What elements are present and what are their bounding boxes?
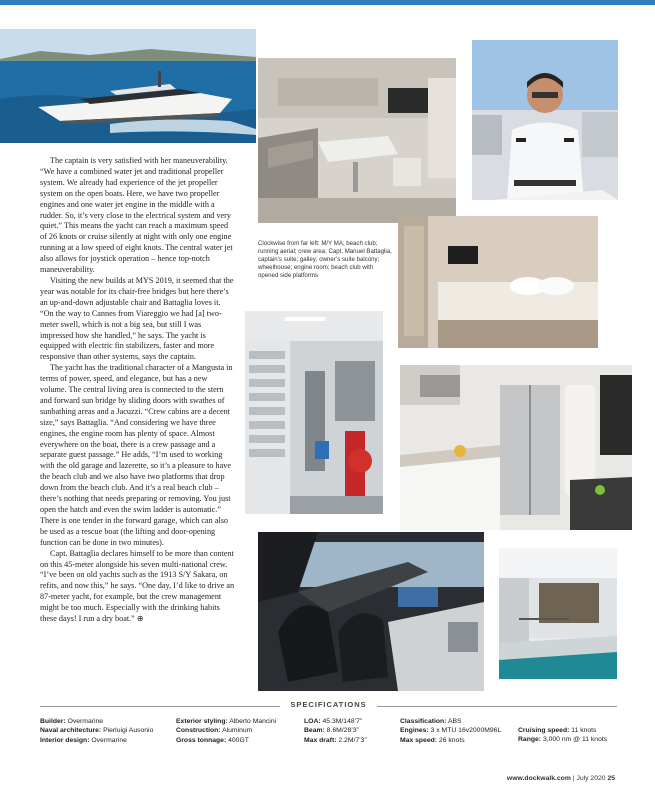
- spec-label: Beam:: [304, 727, 325, 735]
- spec-label: Exterior styling:: [176, 718, 228, 725]
- spec-column: [176, 717, 276, 745]
- spec-value: 45.3M/148’7”: [322, 718, 363, 725]
- spec-row: [400, 717, 501, 726]
- spec-row: [176, 736, 276, 745]
- engine-room-photo: [245, 311, 383, 514]
- specifications-title: SPECIFICATIONS: [290, 700, 367, 709]
- spec-value: 11 knots: [571, 727, 597, 734]
- spec-row: [304, 717, 367, 726]
- divider-right: [377, 706, 617, 707]
- wheelhouse-photo: [258, 532, 484, 691]
- spec-value: 3 x MTU 16v2000M96L: [430, 727, 502, 735]
- spec-column: [40, 717, 153, 745]
- crew-area-photo: [258, 58, 456, 223]
- spec-label: Naval architecture:: [40, 727, 102, 735]
- spec-value: 8.6M/28’3”: [326, 727, 359, 735]
- page-footer: www.dockwalk.com | July 2020 25: [506, 775, 615, 782]
- top-accent-bar: [0, 0, 655, 5]
- spec-value: Overmarine: [67, 718, 104, 725]
- spec-value: Pierluigi Ausonio: [103, 727, 154, 735]
- beach-club-platform-photo: [499, 548, 617, 679]
- spec-value: 400GT: [228, 736, 249, 744]
- spec-value: 26 knots: [438, 736, 465, 744]
- footer-issue: July 2020: [576, 775, 606, 782]
- spec-label: LOA:: [304, 718, 321, 725]
- spec-label: Range:: [518, 736, 542, 744]
- spec-column: [400, 717, 501, 745]
- yacht-exterior-photo: [0, 29, 256, 143]
- spec-row: [40, 717, 153, 726]
- galley-photo: [400, 365, 632, 530]
- captain-portrait-photo: [472, 40, 618, 200]
- spec-column: [304, 717, 367, 745]
- spec-row: [304, 726, 367, 735]
- page-number: 25: [607, 775, 615, 782]
- spec-value: 3,000 nm @ 11 knots: [542, 736, 608, 744]
- spec-label: Construction:: [176, 727, 221, 735]
- spec-value: Alberto Mancini: [229, 718, 277, 725]
- spec-value: ABS: [447, 718, 462, 725]
- spec-row: [304, 736, 367, 745]
- spec-row: [40, 726, 153, 735]
- specifications-header: [40, 700, 617, 712]
- article-paragraph: The yacht has the traditional character of a Mangusta in terms of power, speed, and elegance, but has a new volume. The central living area is connected to the stern and forward sun bridge by sliding doors with swathes of sunbathing areas and a Jacuzzi. “Crew cabins are a decent size,” says Battaglia. “And considering we have three engines, the engine room has plenty of space. Almost everywhere on the boat, there is a crew passage and a separate guest passage.” He adds, “I’m used to working with the old garage and lazerette, so it’s a pleasure to have the beach club and we also have two platforms that drop down from the beach club. And it’s a real beach club – there’s nothing that needs preparing or removing. You just open the hatch and even the swim ladder is automatic.” There is one tender in the forward garage, which can also be used as a rescue boat (the lifting and door-opening function can be done in two minutes).: [40, 363, 233, 547]
- spec-row: [400, 736, 501, 745]
- spec-label: Classification:: [400, 718, 447, 725]
- spec-label: Engines:: [400, 727, 429, 735]
- article-paragraph: The captain is very satisfied with her maneuverability. “We have a combined water jet and traditional propeller system. We already had experience of the jet propeller system on the open boats. Here, we have two propeller engines and one water jet engine in the middle with a rudder. So, it’s very close to the electrical system and very quiet.” This means the yacht can reach a maximum speed of 26 knots or cruise silently at night with only one engine running at a low speed of eight knots. The central water jet also allows for joystick operation – hence top-notch maneuverability.: [40, 156, 233, 275]
- spec-value: 2.2M/7’3”: [338, 736, 367, 744]
- spec-row: [518, 726, 607, 735]
- spec-row: [400, 726, 501, 735]
- spec-value: Aluminum: [222, 727, 253, 735]
- spec-label: Max speed:: [400, 736, 438, 744]
- photo-caption: Clockwise from far left: M/Y MA; beach club; running aerial; crew area; Capt. Manuel Battaglia, captain’s suite; galley; owner’s suite balcony; wheelhouse; engine room; beach club with opened side platforms: [258, 240, 392, 280]
- spec-label: Max draft:: [304, 736, 337, 744]
- spec-label: Gross tonnage:: [176, 736, 227, 744]
- article-paragraph: Visiting the new builds at MYS 2019, it seemed that the year was notable for its chair-free bridges but here there’s an up-and-down adjustable chair and Battaglia loves it. “On the way to Cannes from Viareggio we had [a] two-meter swell, which is not a big sea, but still I was impressed how she handled,” he says. The yacht is equipped with electric fin stabilizers, faster and more responsive than other systems, says the captain.: [40, 275, 234, 362]
- footer-site: www.dockwalk.com: [506, 775, 571, 782]
- spec-row: [176, 726, 276, 735]
- spec-label: Interior design:: [40, 736, 90, 744]
- spec-value: Overmarine: [91, 736, 127, 744]
- spec-row: [176, 717, 276, 726]
- article-body: [40, 156, 236, 625]
- spec-row: [518, 735, 607, 744]
- captains-suite-photo: [398, 216, 598, 348]
- spec-column: [518, 726, 607, 745]
- spec-row: [40, 736, 153, 745]
- spec-label: Cruising speed:: [518, 727, 570, 734]
- article-paragraph: Capt. Battaglia declares himself to be more than content on this 45-meter alongside his seven multi-national crew. “I’ve been on old yachts such as the 1913 S/Y Sakara, on refits, and now this,” he says. “One day, I’d like to drive an 87-meter yacht, for example, but the crew management might be too much. Especially with the drinking habits these days! I run a dry boat.” ⊕: [40, 548, 235, 624]
- spec-label: Builder:: [40, 718, 66, 725]
